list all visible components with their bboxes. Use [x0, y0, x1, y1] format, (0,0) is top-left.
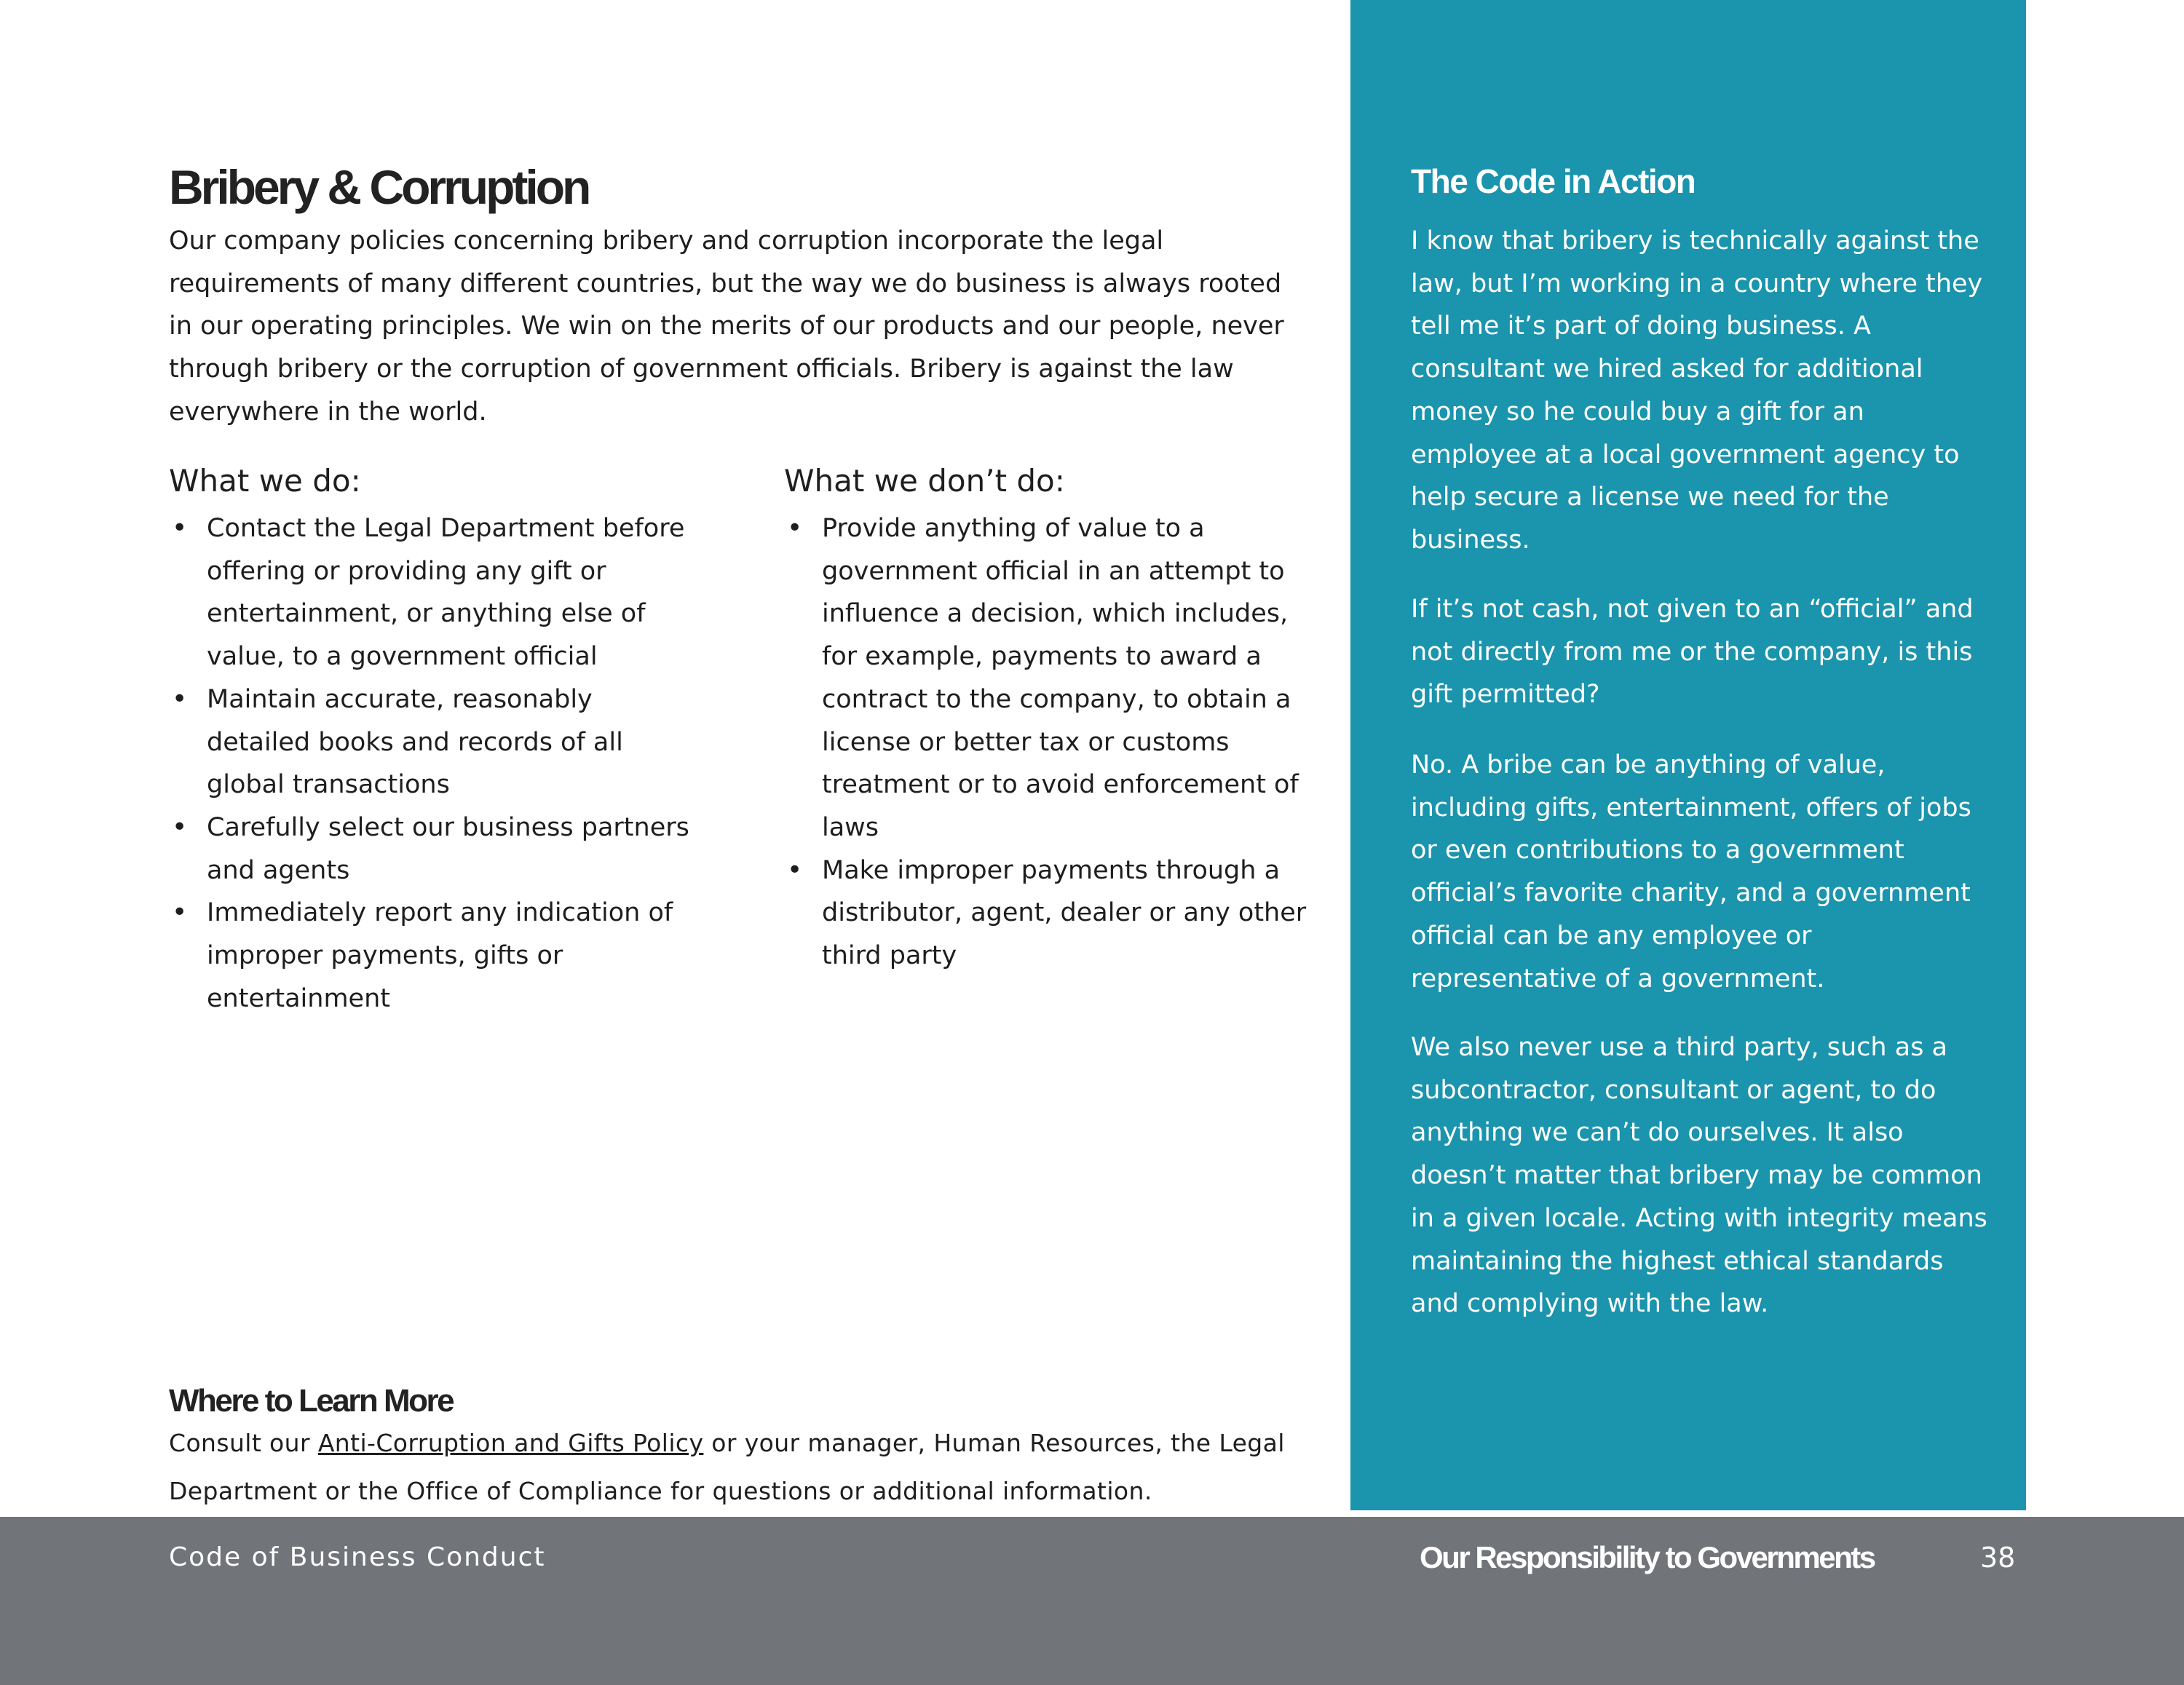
list-item: [169, 806, 693, 892]
learn-more-text: [169, 1419, 1305, 1515]
list-item: [169, 892, 693, 1020]
what-we-do-heading: What we do:: [169, 463, 361, 499]
sidebar-paragraph: We also never use a third party, such as a subcontractor, consultant or agent, to do anything we can’t do ourselves. It also doesn’t matter that bribery may be common in a given locale. Acting with integrity means maintaining the highest ethical standards and complying with the law.: [1411, 1033, 1987, 1319]
footer-document-title: Code of Business Conduct: [169, 1542, 546, 1572]
learn-more-heading: Where to Learn More: [169, 1383, 454, 1419]
what-we-dont-do-heading: What we don’t do:: [784, 463, 1065, 499]
learn-more-text-after: or your manager, Human Resources, the Legal Department or the Office of Compliance for questions or additional information.: [169, 1429, 1285, 1505]
sidebar-paragraph: No. A bribe can be anything of value, including gifts, entertainment, offers of jobs or even contributions to a government official’s favorite charity, and a government official can be any employee or representative of a government.: [1411, 750, 1971, 994]
what-we-do-list: [169, 507, 693, 1020]
list-item-text: Immediately report any indication of improper payments, gifts or entertainment: [207, 898, 673, 1013]
footer-section-title: Our Responsibility to Governments: [1420, 1540, 1875, 1574]
list-item-text: Carefully select our business partners and agents: [207, 812, 689, 885]
list-item-text: Maintain accurate, reasonably detailed books and records of all global transactions: [207, 684, 623, 800]
list-item-text: Make improper payments through a distributor, agent, dealer or any other third party: [822, 855, 1307, 971]
page-number: 38: [1980, 1542, 2016, 1574]
bullet-icon: •: [172, 812, 188, 842]
list-item: [169, 507, 693, 678]
bullet-icon: •: [172, 683, 188, 714]
list-item-text: Contact the Legal Department before offering or providing any gift or entertainment, or anything else of value, to a government official: [207, 514, 685, 672]
sidebar-title: The Code in Action: [1411, 162, 1696, 200]
list-item: [169, 678, 693, 806]
anti-corruption-policy-link[interactable]: Anti-Corruption and Gifts Policy: [317, 1429, 704, 1457]
list-item-text: Provide anything of value to a government official in an attempt to influence a decision, which includes, for example, payments to award a contract to the company, to obtain a license or better tax or customs treatment or to avoid enforcement of laws: [822, 514, 1299, 842]
bullet-icon: •: [172, 513, 188, 543]
sidebar-paragraph: I know that bribery is technically against the law, but I’m working in a country where they tell me it’s part of doing business. A consultant we hired asked for additional money so he could buy a gift for an employee at a local government agency to help secure a license we need for the business.: [1411, 226, 1983, 555]
page-title: Bribery & Corruption: [169, 160, 589, 214]
what-we-dont-do-list: [784, 507, 1308, 978]
list-item: [784, 849, 1308, 978]
learn-more-text-before: Consult our: [169, 1429, 318, 1457]
bullet-icon: •: [787, 855, 803, 885]
bullet-icon: •: [787, 513, 803, 543]
sidebar-paragraph: If it’s not cash, not given to an “official” and not directly from me or the company, is this gift permitted?: [1411, 595, 1974, 710]
bullet-icon: •: [172, 897, 188, 928]
intro-paragraph: Our company policies concerning bribery and corruption incorporate the legal requirements of many different countries, but the way we do business is always rooted in our operating principles. We win on the merits of our products and our people, never through bribery or the corruption of government officials. Bribery is against the law everywhere in the world.: [169, 226, 1284, 427]
list-item: [784, 507, 1308, 849]
